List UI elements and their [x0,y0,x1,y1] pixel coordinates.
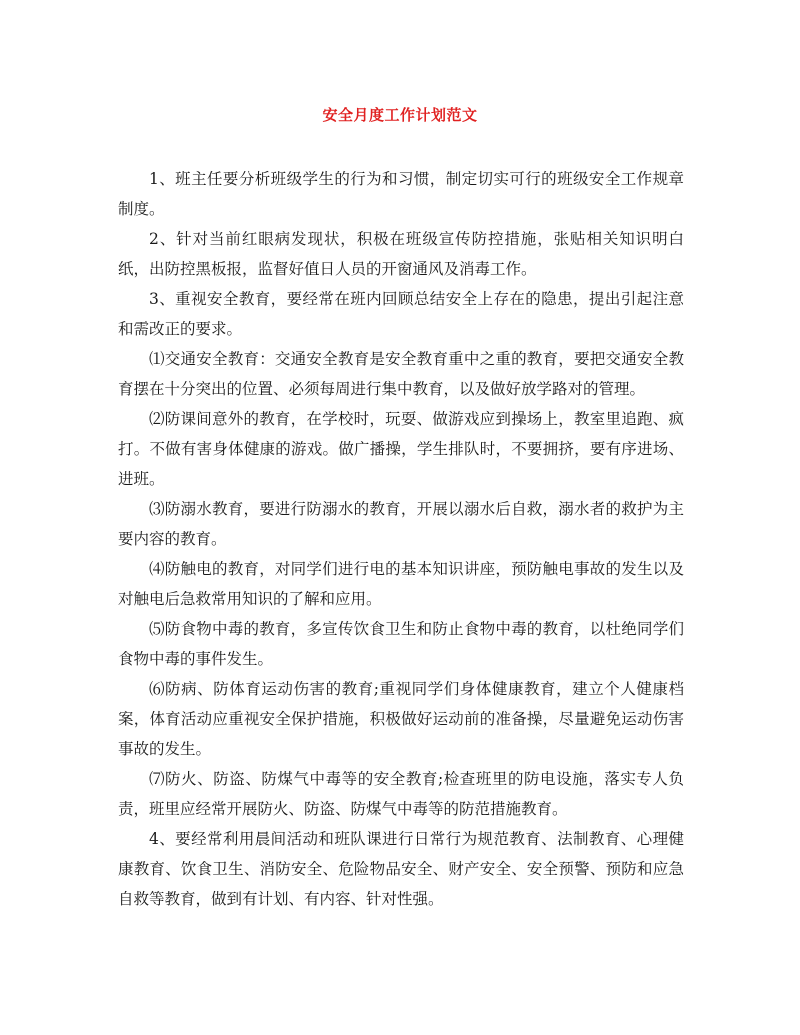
document-body [118,164,684,914]
paragraph-1: 1、班主任要分析班级学生的行为和习惯，制定切实可行的班级安全工作规章制度。 [118,170,684,218]
paragraph-electric-safety: ⑷防触电的教育，对同学们进行电的基本知识讲座，预防触电事故的发生以及对触电后急救常用知识的了解和应用。 [118,560,684,608]
paragraph-health-safety: ⑹防病、防体育运动伤害的教育;重视同学们身体健康教育，建立个人健康档案，体育活动应重视安全保护措施，积极做好运动前的准备操，尽量避免运动伤害事故的发生。 [118,680,684,758]
paragraph-4: 4、要经常利用晨间活动和班队课进行日常行为规范教育、法制教育、心理健康教育、饮食卫生、消防安全、危险物品安全、财产安全、安全预警、预防和应急自救等教育，做到有计划、有内容、针对性强。 [118,830,684,908]
paragraph-fire-safety: ⑺防火、防盗、防煤气中毒等的安全教育;检查班里的防电设施，落实专人负责，班里应经常开展防火、防盗、防煤气中毒等的防范措施教育。 [118,770,684,818]
paragraph-2: 2、针对当前红眼病发现状，积极在班级宣传防控措施，张贴相关知识明白纸，出防控黑板报，监督好值日人员的开窗通风及消毒工作。 [118,230,684,278]
paragraph-drowning-safety: ⑶防溺水教育，要进行防溺水的教育，开展以溺水后自救，溺水者的救护为主要内容的教育。 [118,500,684,548]
document-title: 安全月度工作计划范文 [322,106,478,124]
paragraph-recess-safety: ⑵防课间意外的教育，在学校时，玩耍、做游戏应到操场上，教室里追跑、疯打。不做有害身体健康的游戏。做广播操，学生排队时，不要拥挤，要有序进场、进班。 [118,410,684,488]
paragraph-food-safety: ⑸防食物中毒的教育，多宣传饮食卫生和防止食物中毒的教育，以杜绝同学们食物中毒的事件发生。 [118,620,684,668]
paragraph-traffic-safety: ⑴交通安全教育：交通安全教育是安全教育重中之重的教育，要把交通安全教育摆在十分突出的位置、必须每周进行集中教育，以及做好放学路对的管理。 [118,350,684,398]
paragraph-3: 3、重视安全教育，要经常在班内回顾总结安全上存在的隐患，提出引起注意和需改正的要求。 [118,290,684,338]
